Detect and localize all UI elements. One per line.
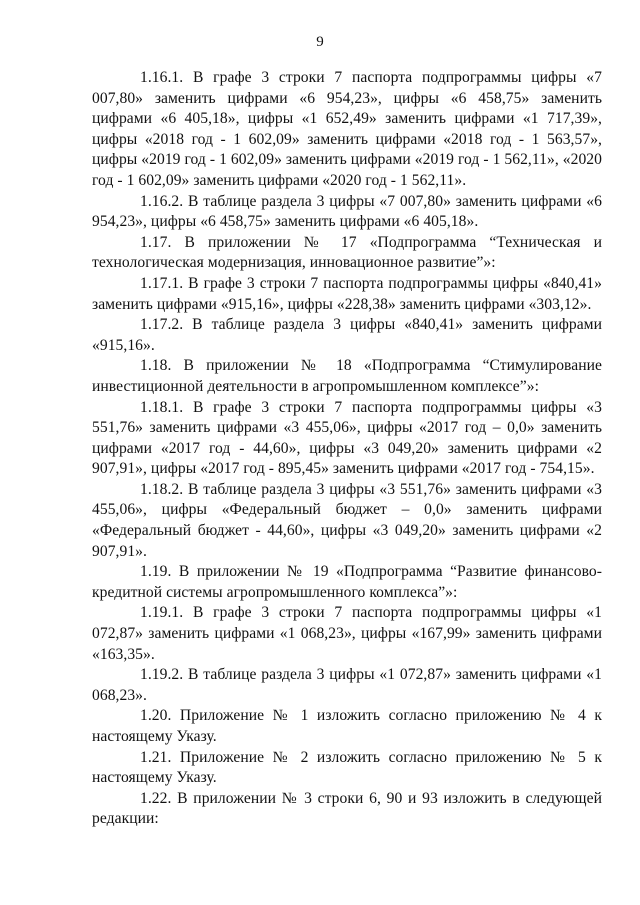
paragraph-1-16-1: 1.16.1. В графе 3 строки 7 паспорта подпрограммы цифры «7 007,80» заменить цифрами «6 954,23», цифры «6 458,75» заменить цифрами «6 405,18», цифры «1 652,49» заменить цифрами «1 717,39», цифры «2018 год - 1 602,09» заменить цифрами «2018 год - 1 563,57», цифры «2019 год - 1 602,09» заменить цифрами «2019 год - 1 562,11», «2020 год - 1 602,09» заменить цифрами «2020 год - 1 562,11». bbox=[92, 69, 602, 189]
paragraph-1-17-2: 1.17.2. В таблице раздела 3 цифры «840,41» заменить цифрами «915,16». bbox=[92, 316, 602, 354]
paragraph-1-20: 1.20. Приложение № 1 изложить согласно приложению № 4 к настоящему Указу. bbox=[92, 707, 602, 745]
paragraph-1-18-1: 1.18.1. В графе 3 строки 7 паспорта подпрограммы цифры «3 551,76» заменить цифрами «3 455,06», цифры «2017 год – 0,0» заменить цифрами «2017 год - 44,60», цифры «3 049,20» заменить цифрами «2 907,91», цифры «2017 год - 895,45» заменить цифрами «2017 год - 754,15». bbox=[92, 398, 602, 478]
paragraph-1-21: 1.21. Приложение № 2 изложить согласно приложению № 5 к настоящему Указу. bbox=[92, 748, 602, 787]
document-body bbox=[92, 68, 602, 830]
paragraph-1-19-1: 1.19.1. В графе 3 строки 7 паспорта подпрограммы цифры «1 072,87» заменить цифрами «1 068,23», цифры «167,99» заменить цифрами «163,35». bbox=[92, 604, 602, 663]
page-number: 9 bbox=[316, 34, 324, 50]
paragraph-1-19-2: 1.19.2. В таблице раздела 3 цифры «1 072,87» заменить цифрами «1 068,23». bbox=[92, 666, 602, 704]
paragraph-1-18-2: 1.18.2. В таблице раздела 3 цифры «3 551,76» заменить цифрами «3 455,06», цифры «Федеральный бюджет – 0,0» заменить цифрами «Федеральный бюджет - 44,60», цифры «3 049,20» заменить цифрами «2 907,91». bbox=[92, 480, 602, 560]
paragraph-1-18: 1.18. В приложении № 18 «Подпрограмма “Стимулирование инвестиционной деятельности в агропромышленном комплексе”»: bbox=[92, 357, 602, 395]
paragraph-1-16-2: 1.16.2. В таблице раздела 3 цифры «7 007,80» заменить цифрами «6 954,23», цифры «6 458,75» заменить цифрами «6 405,18». bbox=[92, 192, 602, 231]
paragraph-1-17: 1.17. В приложении № 17 «Подпрограмма “Техническая и технологическая модернизация, инновационное развитие”»: bbox=[92, 233, 602, 272]
paragraph-1-22: 1.22. В приложении № 3 строки 6, 90 и 93 изложить в следующей редакции: bbox=[92, 789, 602, 828]
paragraph-1-19: 1.19. В приложении № 19 «Подпрограмма “Развитие финансово-кредитной системы агропромышленного комплекса”»: bbox=[92, 563, 602, 601]
paragraph-1-17-1: 1.17.1. В графе 3 строки 7 паспорта подпрограммы цифры «840,41» заменить цифрами «915,16», цифры «228,38» заменить цифрами «303,12». bbox=[92, 274, 602, 313]
